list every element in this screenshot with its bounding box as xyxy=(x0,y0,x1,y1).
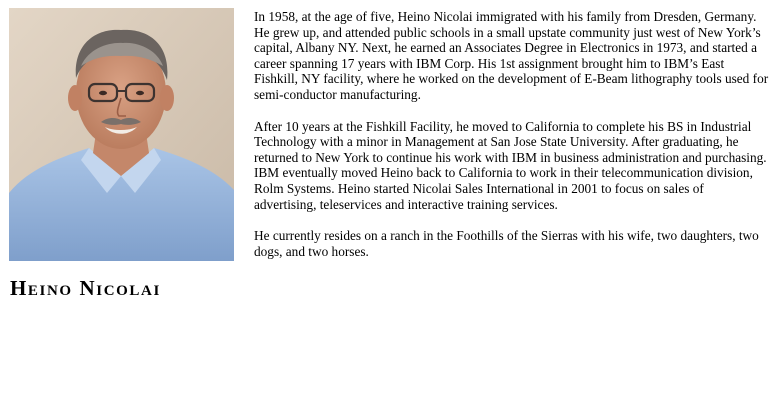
person-name: Heino Nicolai xyxy=(10,276,161,300)
biography xyxy=(254,9,769,275)
bio-paragraph: After 10 years at the Fishkill Facility, he moved to California to complete his BS in Industrial Technology with a minor in Management at San Jose State University. After graduating, he returned to New York to continue his work with IBM in business administration and purchasing. IBM eventually moved Heino back to California to work in their telecommunication division, Rolm Systems. Heino started Nicolai Sales International in 2001 to focus on sales of advertising, teleservices and interactive training services. xyxy=(254,118,767,212)
bio-paragraph: He currently resides on a ranch in the Foothills of the Sierras with his wife, two daughters, two dogs, and two horses. xyxy=(254,228,759,259)
portrait-photo xyxy=(9,8,234,261)
bio-paragraph: In 1958, at the age of five, Heino Nicolai immigrated with his family from Dresden, Germany. He grew up, and attended public schools in a small upstate community just west of New York’s capital, Albany NY. Next, he earned an Associates Degree in Electronics in 1973, and started a career spanning 17 years with IBM Corp. His 1st assignment brought him to IBM’s East Fishkill, NY facility, where he worked on the development of E-Beam lithography tools used for semi-conductor manufacturing. xyxy=(254,9,769,102)
